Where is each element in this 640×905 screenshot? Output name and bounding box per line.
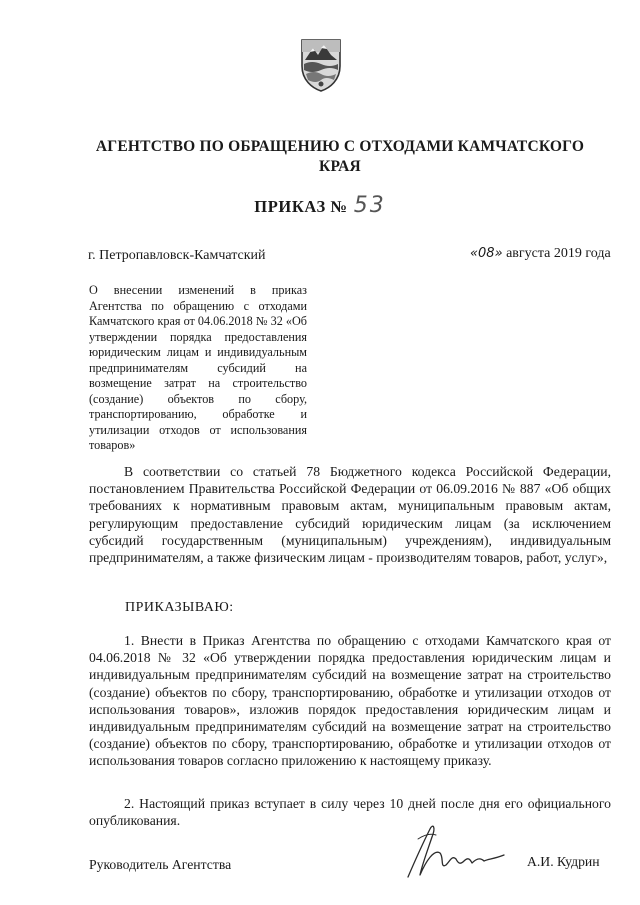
order-title: ПРИКАЗ № bbox=[254, 197, 348, 216]
order-subject: О внесении изменений в приказ Агентства по обращению с отходами Камчатского края от 04.06.2018 № 32 «Об утверждении порядка предоставления юридическим лицам и индивидуальным предпринимателям субсидий на возмещение затрат на строительство (создание) объектов по сбору, транспортированию, обработке и утилизации отходов от использования товаров» bbox=[89, 283, 307, 452]
decree-word: ПРИКАЗЫВАЮ: bbox=[125, 600, 234, 615]
order-number: 53 bbox=[353, 193, 386, 218]
order-date bbox=[470, 246, 611, 262]
order-heading bbox=[0, 193, 640, 218]
signatory-name: А.И. Кудрин bbox=[527, 854, 600, 869]
item-1-paragraph: 1. Внести в Приказ Агентства по обращению с отходами Камчатского края от 04.06.2018 № 32 «Об утверждении порядка предоставления юридическим лицам и индивидуальным предпринимателям субсидий на возмещение затрат на строительство (создание) объектов по сбору, транспортированию, обработке и утилизации отходов от использования товаров», изложив порядок предоставления юридическим лицам и индивидуальным предпринимателям субсидий на возмещение затрат на строительство (создание) объектов по сбору, транспортированию, обработке и утилизации отходов от использования товаров согласно приложению к настоящему приказу. bbox=[89, 633, 611, 769]
agency-name-line1: АГЕНТСТВО ПО ОБРАЩЕНИЮ С ОТХОДАМИ КАМЧАТСКОГО bbox=[95, 138, 585, 155]
preamble-paragraph: В соответствии со статьей 78 Бюджетного кодекса Российской Федерации, постановлением Правительства Российской Федерации от 06.09.2016 № 887 «Об общих требованиях к нормативным правовым актам, муниципальным правовым актам, регулирующим предоставление субсидий юридическим лицам (за исключением субсидий государственным (муниципальным) учреждениям), индивидуальным предпринимателям, а также физическим лицам - производителям товаров, работ, услуг», bbox=[89, 464, 611, 566]
agency-name-line2: КРАЯ bbox=[319, 158, 361, 175]
order-date-rest: августа 2019 года bbox=[506, 246, 611, 261]
agency-name bbox=[60, 137, 620, 177]
handwritten-signature bbox=[400, 815, 510, 885]
signatory-title: Руководитель Агентства bbox=[89, 857, 232, 872]
kamchatka-coat-of-arms-icon bbox=[300, 36, 342, 92]
item-2-paragraph: 2. Настоящий приказ вступает в силу через 10 дней после дня его официального опубликования. bbox=[89, 796, 611, 829]
city: г. Петропавловск-Камчатский bbox=[88, 248, 266, 263]
order-date-day: «08» bbox=[470, 246, 503, 261]
